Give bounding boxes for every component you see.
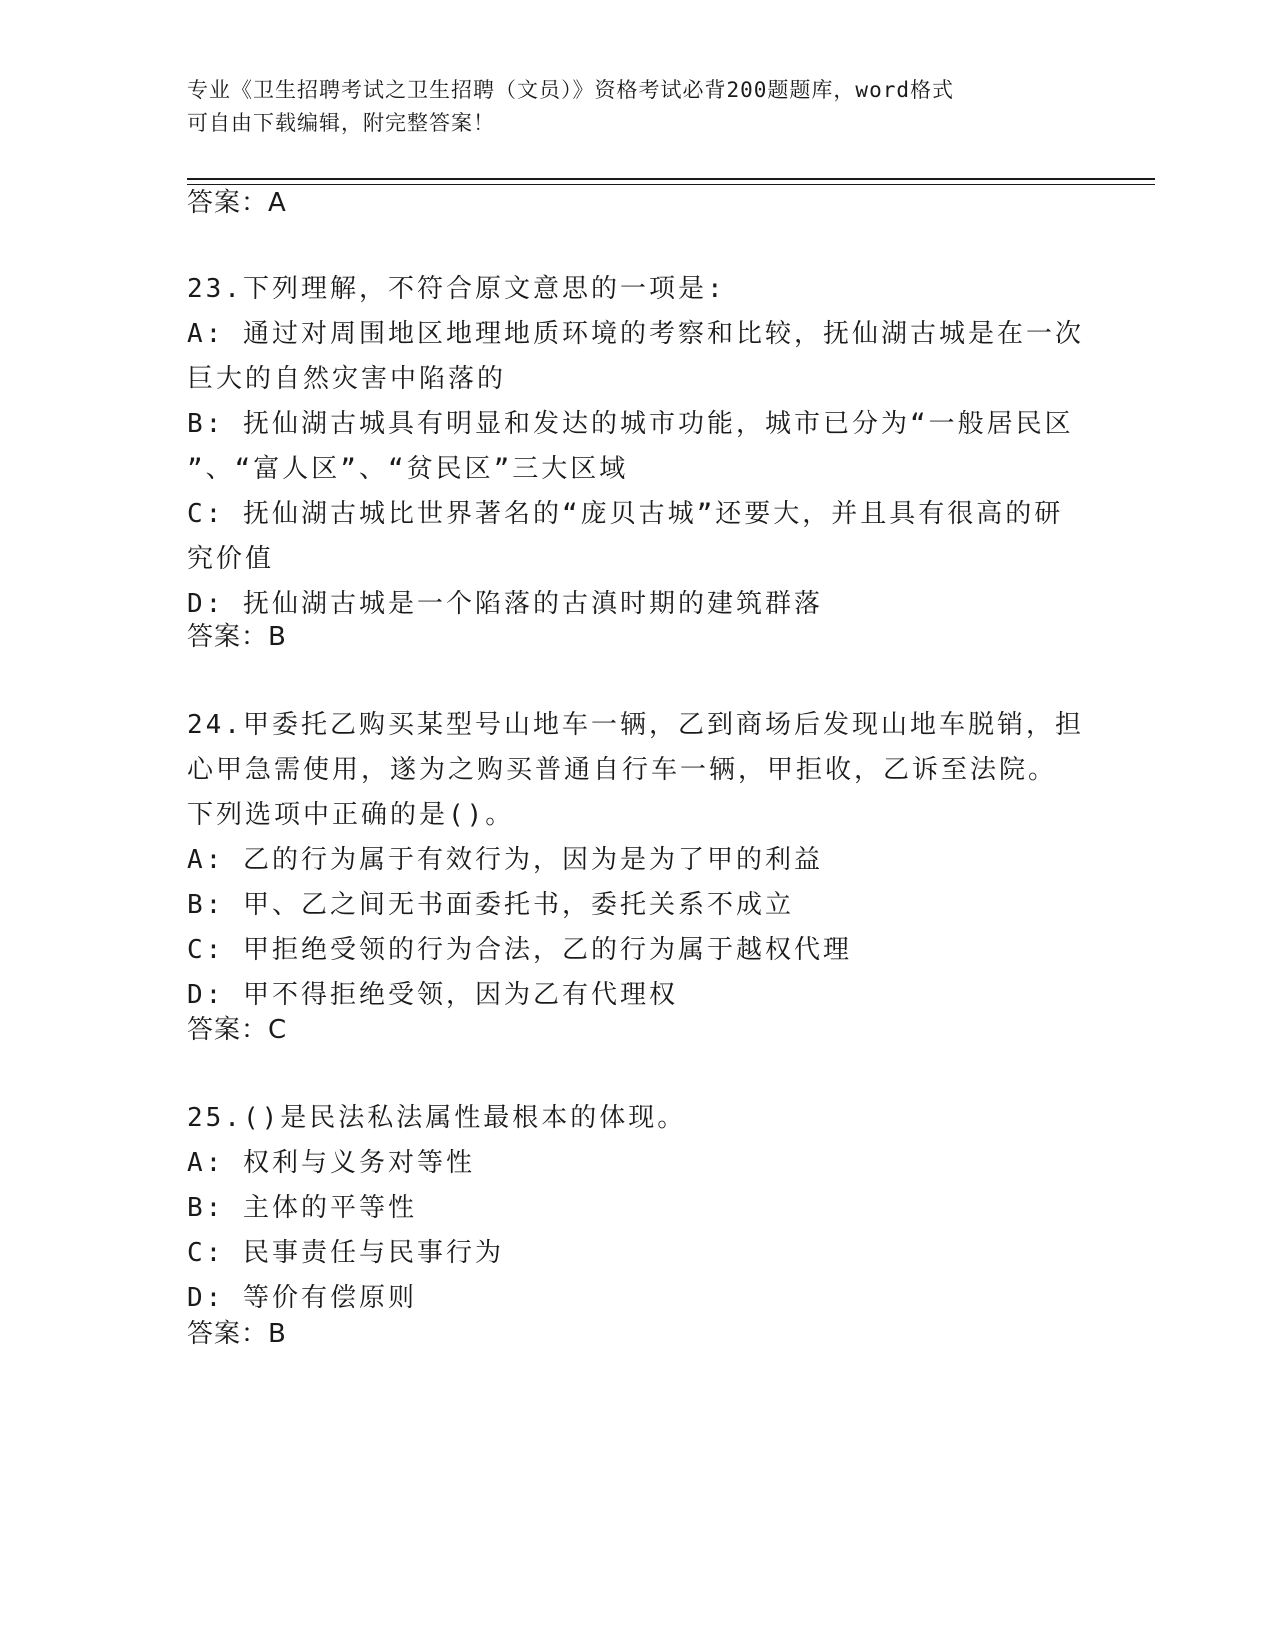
option-b: B: 甲、乙之间无书面委托书，委托关系不成立	[187, 890, 794, 920]
header-divider-thick	[187, 178, 1155, 180]
option-c: C: 抚仙湖古城比世界著名的“庞贝古城”还要大，并且具有很高的研 究价值	[187, 499, 1064, 574]
question-stem-line-1: 24.甲委托乙购买某型号山地车一辆，乙到商场后发现山地车脱销，担	[187, 710, 1084, 740]
option-c: C: 甲拒绝受领的行为合法，乙的行为属于越权代理	[187, 935, 852, 965]
option-d: D: 等价有偿原则	[187, 1283, 417, 1313]
option-b: B: 抚仙湖古城具有明显和发达的城市功能，城市已分为“一般居民区 ”、“富人区”、“贫民区”三大区域	[187, 409, 1074, 484]
question-24	[187, 703, 1087, 1018]
option-d: D: 抚仙湖古城是一个陷落的古滇时期的建筑群落	[187, 589, 823, 619]
question-23	[187, 267, 1087, 627]
option-b: B: 主体的平等性	[187, 1193, 417, 1223]
question-stem-line-2: 心甲急需使用，遂为之购买普通自行车一辆，甲拒收，乙诉至法院。	[187, 755, 1058, 785]
header-line-1: 专业《卫生招聘考试之卫生招聘（文员）》资格考试必背200题题库，word格式	[187, 78, 954, 102]
option-a: A: 乙的行为属于有效行为，因为是为了甲的利益	[187, 845, 823, 875]
option-c: C: 民事责任与民事行为	[187, 1238, 504, 1268]
header-line-2: 可自由下载编辑，附完整答案！	[187, 111, 495, 135]
option-d: D: 甲不得拒绝受领，因为乙有代理权	[187, 980, 678, 1010]
option-a: A: 权利与义务对等性	[187, 1148, 475, 1178]
answer-24: 答案：C	[187, 1015, 288, 1045]
answer-25: 答案：B	[187, 1319, 287, 1349]
question-stem: 25.()是民法私法属性最根本的体现。	[187, 1103, 687, 1133]
question-stem: 23.下列理解，不符合原文意思的一项是:	[187, 274, 726, 304]
answer-22: 答案：A	[187, 188, 287, 218]
answer-23: 答案：B	[187, 622, 287, 652]
option-a: A: 通过对周围地区地理地质环境的考察和比较，抚仙湖古城是在一次 巨大的自然灾害中陷落的	[187, 319, 1084, 394]
question-stem-line-3: 下列选项中正确的是()。	[187, 800, 515, 830]
header-divider-thin	[187, 184, 1155, 185]
page-header	[187, 74, 1067, 140]
question-25	[187, 1096, 1087, 1321]
